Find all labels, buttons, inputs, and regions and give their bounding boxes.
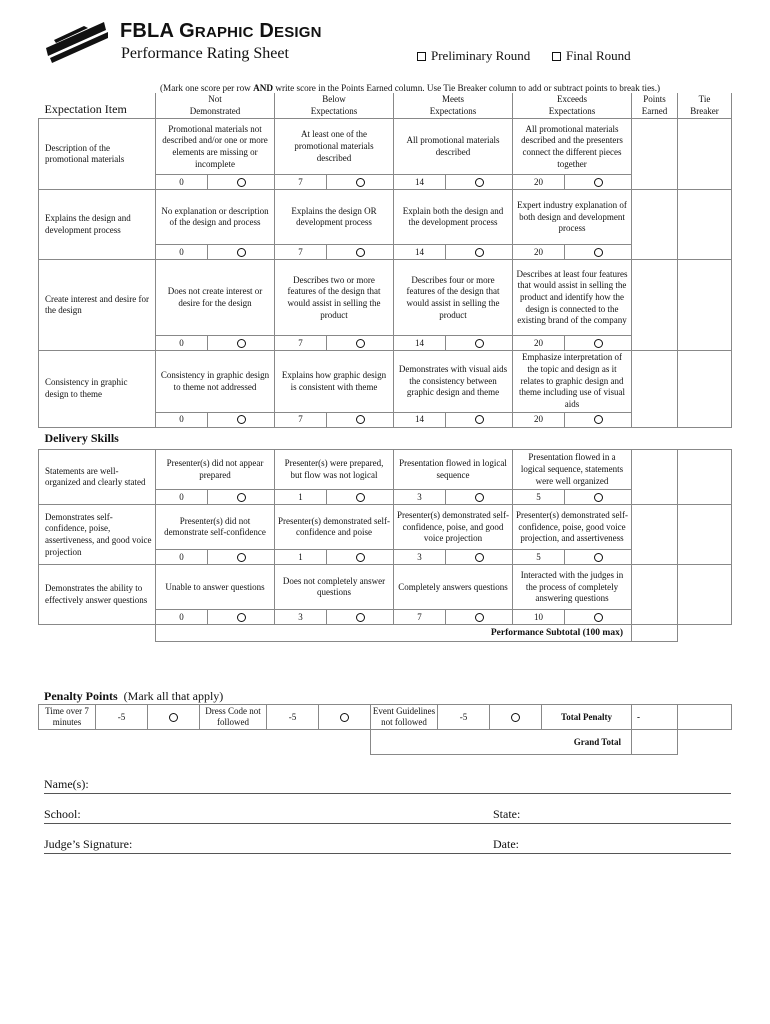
points-earned-header: Points Earned — [632, 93, 678, 119]
criteria-description: Describes four or more features of the design that would assist in selling the product — [394, 260, 513, 336]
criteria-description: Consistency in graphic design to theme not addressed — [156, 351, 275, 412]
expectation-item: Consistency in graphic design to theme — [39, 351, 156, 427]
school-label: School: — [44, 807, 81, 821]
score-value: 10 — [513, 610, 565, 625]
date-label: Date: — [493, 837, 519, 851]
radio-circle-icon[interactable] — [356, 613, 365, 622]
criteria-row — [39, 565, 732, 610]
total-penalty-label: Total Penalty — [542, 705, 632, 730]
criteria-description: Presenter(s) were prepared, but flow was not logical — [275, 450, 394, 490]
meets-expectations-header: Meets Expectations — [394, 93, 513, 119]
radio-circle-icon[interactable] — [475, 178, 484, 187]
event-guidelines-value: -5 — [438, 705, 490, 730]
criteria-row — [39, 260, 732, 336]
final-round-label: Final Round — [566, 48, 631, 63]
names-label: Name(s): — [44, 777, 89, 791]
radio-circle-icon[interactable] — [340, 713, 349, 722]
radio-circle-icon[interactable] — [356, 493, 365, 502]
tie-breaker-cell[interactable] — [678, 260, 732, 351]
dress-code-option[interactable] — [319, 705, 371, 730]
score-value: 20 — [513, 336, 565, 351]
criteria-description: Presentation flowed in a logical sequence, statements were well organized — [513, 450, 632, 490]
radio-circle-icon[interactable] — [237, 613, 246, 622]
criteria-description: Presenter(s) demonstrated self-confidence, poise, and good voice projection — [394, 505, 513, 550]
score-option[interactable] — [565, 175, 632, 190]
score-option[interactable] — [327, 336, 394, 351]
radio-circle-icon[interactable] — [356, 553, 365, 562]
radio-circle-icon[interactable] — [594, 613, 603, 622]
score-option[interactable] — [208, 550, 275, 565]
radio-circle-icon[interactable] — [237, 415, 246, 424]
state-label: State: — [493, 807, 521, 821]
score-value: 7 — [394, 610, 446, 625]
performance-subtotal-label: Performance Subtotal (100 max) — [156, 625, 632, 642]
score-value: 3 — [394, 550, 446, 565]
criteria-description: Explains the design OR development process — [275, 190, 394, 245]
score-value: 3 — [275, 610, 327, 625]
score-value: 0 — [156, 412, 208, 427]
score-value: 0 — [156, 550, 208, 565]
criteria-description: Unable to answer questions — [156, 565, 275, 610]
tie-breaker-cell[interactable] — [678, 190, 732, 260]
criteria-description: Does not create interest or desire for the design — [156, 260, 275, 336]
expectation-item: Description of the promotional materials — [39, 119, 156, 190]
criteria-row — [39, 351, 732, 412]
expectation-item-header: Expectation Item — [44, 101, 127, 116]
not-demonstrated-header: Not Demonstrated — [156, 93, 275, 119]
radio-circle-icon[interactable] — [237, 248, 246, 257]
score-option[interactable] — [446, 412, 513, 427]
instructions: (Mark one score per row AND write score in the Points Earned column. Use Tie Breaker column to add or subtract points to break ties.) — [160, 83, 661, 93]
score-value: 14 — [394, 336, 446, 351]
score-value: 1 — [275, 550, 327, 565]
criteria-description: All promotional materials described and the presenters connect the different pieces together — [513, 119, 632, 175]
criteria-description: No explanation or description of the design and process — [156, 190, 275, 245]
radio-circle-icon[interactable] — [356, 415, 365, 424]
radio-circle-icon[interactable] — [594, 339, 603, 348]
school-state-line[interactable] — [44, 807, 731, 824]
score-option[interactable] — [327, 245, 394, 260]
penalty-table — [38, 704, 732, 755]
event-guidelines-label: Event Guidelines not followed — [371, 705, 438, 730]
criteria-description: Explain both the design and the development process — [394, 190, 513, 245]
delivery-skills-heading: Delivery Skills — [44, 430, 119, 445]
radio-circle-icon[interactable] — [169, 713, 178, 722]
criteria-description: Interacted with the judges in the process of completely answering questions — [513, 565, 632, 610]
preliminary-round-label: Preliminary Round — [431, 48, 531, 63]
score-option[interactable] — [565, 490, 632, 505]
score-option[interactable] — [208, 336, 275, 351]
subtotal-points-cell[interactable] — [632, 625, 678, 642]
criteria-description: Presenter(s) did not demonstrate self-confidence — [156, 505, 275, 550]
score-option[interactable] — [327, 175, 394, 190]
score-option[interactable] — [446, 490, 513, 505]
dress-code-label: Dress Code not followed — [200, 705, 267, 730]
tie-breaker-cell[interactable] — [678, 351, 732, 427]
criteria-description: At least one of the promotional materials described — [275, 119, 394, 175]
tie-breaker-cell[interactable] — [678, 450, 732, 505]
page-title: FBLA GRAPHIC DESIGN — [120, 20, 322, 42]
criteria-description: Expert industry explanation of both design and development process — [513, 190, 632, 245]
score-option[interactable] — [565, 245, 632, 260]
time-over-value: -5 — [96, 705, 148, 730]
radio-circle-icon[interactable] — [594, 553, 603, 562]
criteria-description: Explains how graphic design is consistent with theme — [275, 351, 394, 412]
score-option[interactable] — [446, 550, 513, 565]
points-earned-cell[interactable] — [632, 565, 678, 625]
radio-circle-icon[interactable] — [475, 339, 484, 348]
checkbox-icon[interactable] — [552, 52, 561, 61]
criteria-row — [39, 450, 732, 490]
criteria-description: Presenter(s) demonstrated self-confidence, poise, good voice projection, and assertiveness — [513, 505, 632, 550]
radio-circle-icon[interactable] — [511, 713, 520, 722]
score-option[interactable] — [208, 245, 275, 260]
score-value: 7 — [275, 412, 327, 427]
radio-circle-icon[interactable] — [237, 553, 246, 562]
score-value: 7 — [275, 336, 327, 351]
total-penalty-tie-cell[interactable] — [678, 705, 732, 730]
score-option[interactable] — [208, 412, 275, 427]
score-option[interactable] — [446, 336, 513, 351]
tie-breaker-cell[interactable] — [678, 565, 732, 625]
score-value: 0 — [156, 610, 208, 625]
radio-circle-icon[interactable] — [475, 553, 484, 562]
criteria-description: Promotional materials not described and/or one or more elements are missing or incomplete — [156, 119, 275, 175]
grand-total-label: Grand Total — [371, 730, 632, 755]
score-option[interactable] — [327, 490, 394, 505]
score-option[interactable] — [446, 175, 513, 190]
score-value: 1 — [275, 490, 327, 505]
radio-circle-icon[interactable] — [237, 493, 246, 502]
score-value: 14 — [394, 412, 446, 427]
score-value: 14 — [394, 245, 446, 260]
preliminary-round-option[interactable] — [417, 48, 530, 64]
radio-circle-icon[interactable] — [475, 493, 484, 502]
score-value: 20 — [513, 245, 565, 260]
radio-circle-icon[interactable] — [594, 248, 603, 257]
points-earned-cell[interactable] — [632, 351, 678, 427]
radio-circle-icon[interactable] — [475, 613, 484, 622]
score-option[interactable] — [327, 412, 394, 427]
score-value: 14 — [394, 175, 446, 190]
radio-circle-icon[interactable] — [475, 248, 484, 257]
total-penalty-cell[interactable]: - — [632, 705, 678, 730]
score-value: 5 — [513, 490, 565, 505]
tie-breaker-header: Tie Breaker — [678, 93, 732, 119]
criteria-description: Does not completely answer questions — [275, 565, 394, 610]
points-earned-cell[interactable] — [632, 260, 678, 351]
penalty-points-heading: Penalty Points (Mark all that apply) — [44, 689, 224, 703]
score-option[interactable] — [446, 245, 513, 260]
score-option[interactable] — [208, 610, 275, 625]
score-value: 7 — [275, 245, 327, 260]
below-expectations-header: Below Expectations — [275, 93, 394, 119]
event-guidelines-option[interactable] — [490, 705, 542, 730]
radio-circle-icon[interactable] — [356, 248, 365, 257]
radio-circle-icon[interactable] — [356, 178, 365, 187]
time-over-label: Time over 7 minutes — [39, 705, 96, 730]
score-option[interactable] — [208, 490, 275, 505]
radio-circle-icon[interactable] — [356, 339, 365, 348]
score-value: 0 — [156, 245, 208, 260]
radio-circle-icon[interactable] — [594, 178, 603, 187]
score-option[interactable] — [565, 412, 632, 427]
score-value: 20 — [513, 175, 565, 190]
score-value: 5 — [513, 550, 565, 565]
page-subtitle: Performance Rating Sheet — [121, 45, 289, 62]
criteria-description: Describes two or more features of the design that would assist in selling the product — [275, 260, 394, 336]
criteria-row — [39, 190, 732, 245]
criteria-row — [39, 505, 732, 550]
checkbox-icon[interactable] — [417, 52, 426, 61]
score-value: 20 — [513, 412, 565, 427]
names-line[interactable] — [44, 777, 731, 794]
score-option[interactable] — [565, 550, 632, 565]
score-value: 7 — [275, 175, 327, 190]
criteria-description: Describes at least four features that would assist in selling the product and identify how the design is connected to the existing brand of the company — [513, 260, 632, 336]
criteria-description: Completely answers questions — [394, 565, 513, 610]
points-earned-cell[interactable] — [632, 450, 678, 505]
radio-circle-icon[interactable] — [237, 178, 246, 187]
points-earned-cell[interactable] — [632, 190, 678, 260]
expectation-item: Create interest and desire for the design — [39, 260, 156, 351]
column-headers — [39, 93, 732, 119]
score-option[interactable] — [327, 550, 394, 565]
tie-breaker-cell[interactable] — [678, 505, 732, 565]
grand-total-cell[interactable] — [632, 730, 678, 755]
expectation-item: Demonstrates self-confidence, poise, assertiveness, and good voice projection — [39, 505, 156, 565]
judge-signature-label: Judge’s Signature: — [44, 837, 133, 851]
criteria-row — [39, 119, 732, 175]
exceeds-expectations-header: Exceeds Expectations — [513, 93, 632, 119]
criteria-description: Emphasize interpretation of the topic and design as it relates to graphic design and theme including use of visual aids — [513, 351, 632, 412]
points-earned-cell[interactable] — [632, 505, 678, 565]
points-earned-cell[interactable] — [632, 119, 678, 190]
score-option[interactable] — [208, 175, 275, 190]
fbla-logo — [44, 20, 110, 64]
judge-date-line[interactable] — [44, 837, 731, 854]
radio-circle-icon[interactable] — [594, 493, 603, 502]
score-value: 0 — [156, 175, 208, 190]
score-option[interactable] — [565, 336, 632, 351]
criteria-description: Demonstrates with visual aids the consistency between graphic design and theme — [394, 351, 513, 412]
radio-circle-icon[interactable] — [237, 339, 246, 348]
criteria-description: Presentation flowed in logical sequence — [394, 450, 513, 490]
radio-circle-icon[interactable] — [594, 415, 603, 424]
score-option[interactable] — [565, 610, 632, 625]
score-value: 3 — [394, 490, 446, 505]
expectation-item: Demonstrates the ability to effectively answer questions — [39, 565, 156, 625]
expectation-item: Statements are well-organized and clearly stated — [39, 450, 156, 505]
score-value: 0 — [156, 336, 208, 351]
criteria-description: Presenter(s) demonstrated self-confidence and poise — [275, 505, 394, 550]
criteria-description: Presenter(s) did not appear prepared — [156, 450, 275, 490]
score-value: 0 — [156, 490, 208, 505]
final-round-option[interactable] — [552, 48, 631, 64]
expectation-item: Explains the design and development process — [39, 190, 156, 260]
criteria-description: All promotional materials described — [394, 119, 513, 175]
dress-code-value: -5 — [267, 705, 319, 730]
time-over-option[interactable] — [148, 705, 200, 730]
rating-table — [38, 93, 732, 642]
score-option[interactable] — [327, 610, 394, 625]
radio-circle-icon[interactable] — [475, 415, 484, 424]
score-option[interactable] — [446, 610, 513, 625]
tie-breaker-cell[interactable] — [678, 119, 732, 190]
